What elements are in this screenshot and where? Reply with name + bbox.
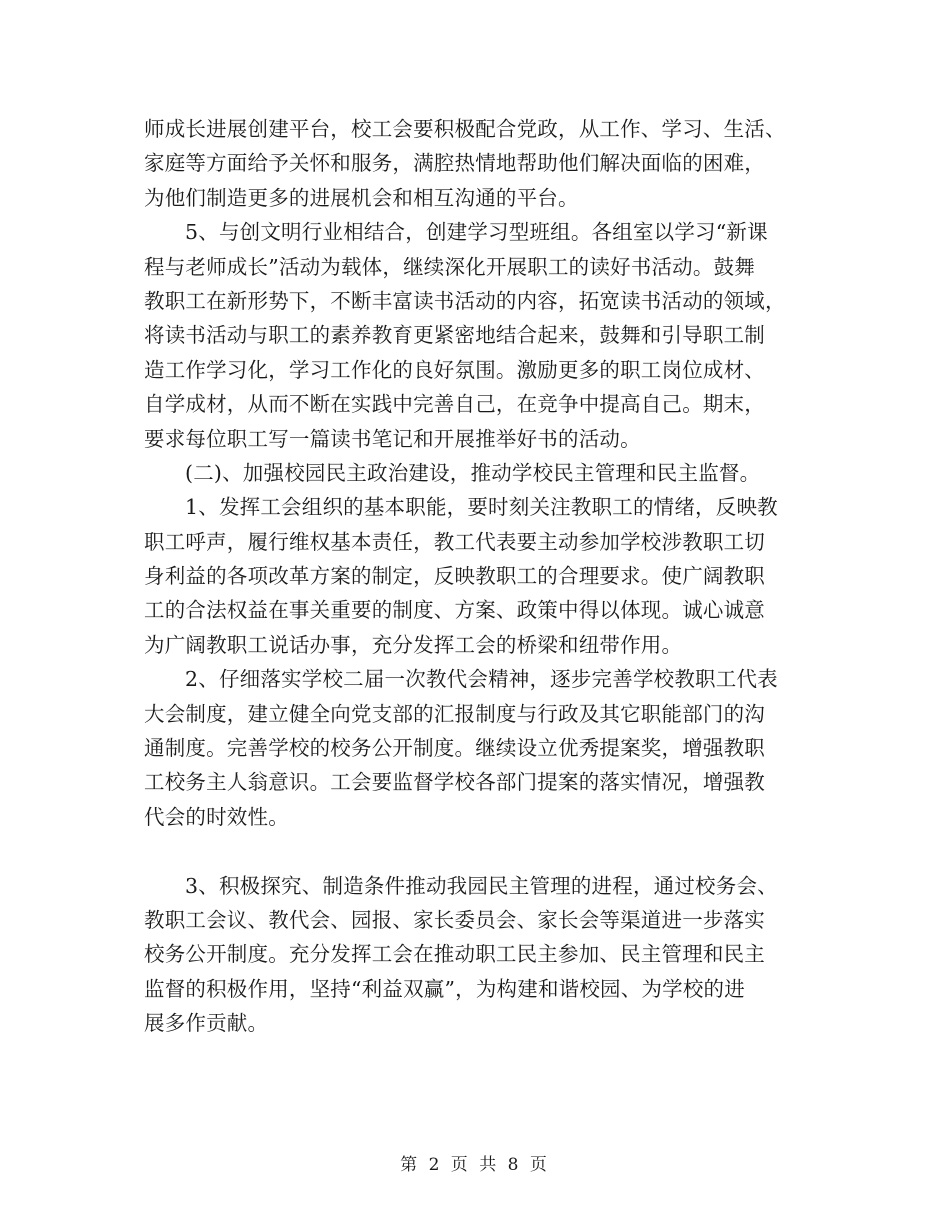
- paragraph-start-line: 5、与创文明行业相结合，创建学习型班组。各组室以学习“新课: [185, 220, 768, 245]
- text-line: 师成长进展创建平台，校工会要积极配合党政，从工作、学习、生活、: [144, 117, 786, 141]
- text-line: 为广阔教职工说话办事，充分发挥工会的桥梁和纽带作用。: [144, 632, 683, 657]
- text-line: 工校务主人翁意识。工会要监督学校各部门提案的落实情况，增强教: [144, 770, 765, 795]
- paragraph-start-line: 3、积极探究、制造条件推动我园民主管理的进程，通过校务会、: [185, 873, 778, 898]
- text-line: 自学成材，从而不断在实践中完善自己，在竞争中提高自己。期末，: [144, 392, 765, 417]
- text-line: 工的合法权益在事关重要的制度、方案、政策中得以体现。诚心诚意: [144, 598, 765, 623]
- text-line: 通制度。完善学校的校务公开制度。继续设立优秀提案奖，增强教职: [144, 736, 765, 761]
- text-line: 造工作学习化，学习工作化的良好氛围。激励更多的职工岗位成材、: [144, 357, 765, 382]
- text-line: 职工呼声，履行维权基本责任，教工代表要主动参加学校涉教职工切: [144, 529, 765, 554]
- text-line: 将读书活动与职工的素养教育更紧密地结合起来，鼓舞和引导职工制: [144, 323, 765, 348]
- paragraph-start-line: 2、仔细落实学校二届一次教代会精神，逐步完善学校教职工代表: [185, 667, 778, 692]
- text-line: 教职工在新形势下，不断丰富读书活动的内容，拓宽读书活动的领域，: [144, 288, 786, 313]
- section-heading: (二)、加强校园民主政治建设，推动学校民主管理和民主监督。: [185, 460, 761, 485]
- text-line: 程与老师成长”活动为载体，继续深化开展职工的读好书活动。鼓舞: [144, 254, 755, 279]
- text-line: 大会制度，建立健全向党支部的汇报制度与行政及其它职能部门的沟: [144, 701, 765, 726]
- text-line: 教职工会议、教代会、园报、家长委员会、家长会等渠道进一步落实: [144, 907, 765, 932]
- text-line: 代会的时效性。: [144, 804, 289, 829]
- blank-line: [144, 834, 814, 868]
- text-line: 身利益的各项改革方案的制定，反映教职工的合理要求。使广阔教职: [144, 564, 765, 589]
- text-line: 要求每位职工写一篇读书笔记和开展推举好书的活动。: [144, 426, 641, 451]
- text-line: 展多作贡献。: [144, 1011, 269, 1036]
- text-line: 家庭等方面给予关怀和服务，满腔热情地帮助他们解决面临的困难，: [144, 151, 765, 176]
- page-number-footer: 第 2 页 共 8 页: [400, 1155, 550, 1175]
- text-line: 监督的积极作用，坚持“利益双赢”，为构建和谐校园、为学校的进: [144, 976, 745, 1001]
- paragraph-start-line: 1、发挥工会组织的基本职能，要时刻关注教职工的情绪，反映教: [185, 495, 778, 520]
- document-body: [144, 112, 814, 1041]
- text-line: 校务公开制度。充分发挥工会在推动职工民主参加、民主管理和民主: [144, 942, 765, 967]
- text-line: 为他们制造更多的进展机会和相互沟通的平台。: [144, 185, 579, 210]
